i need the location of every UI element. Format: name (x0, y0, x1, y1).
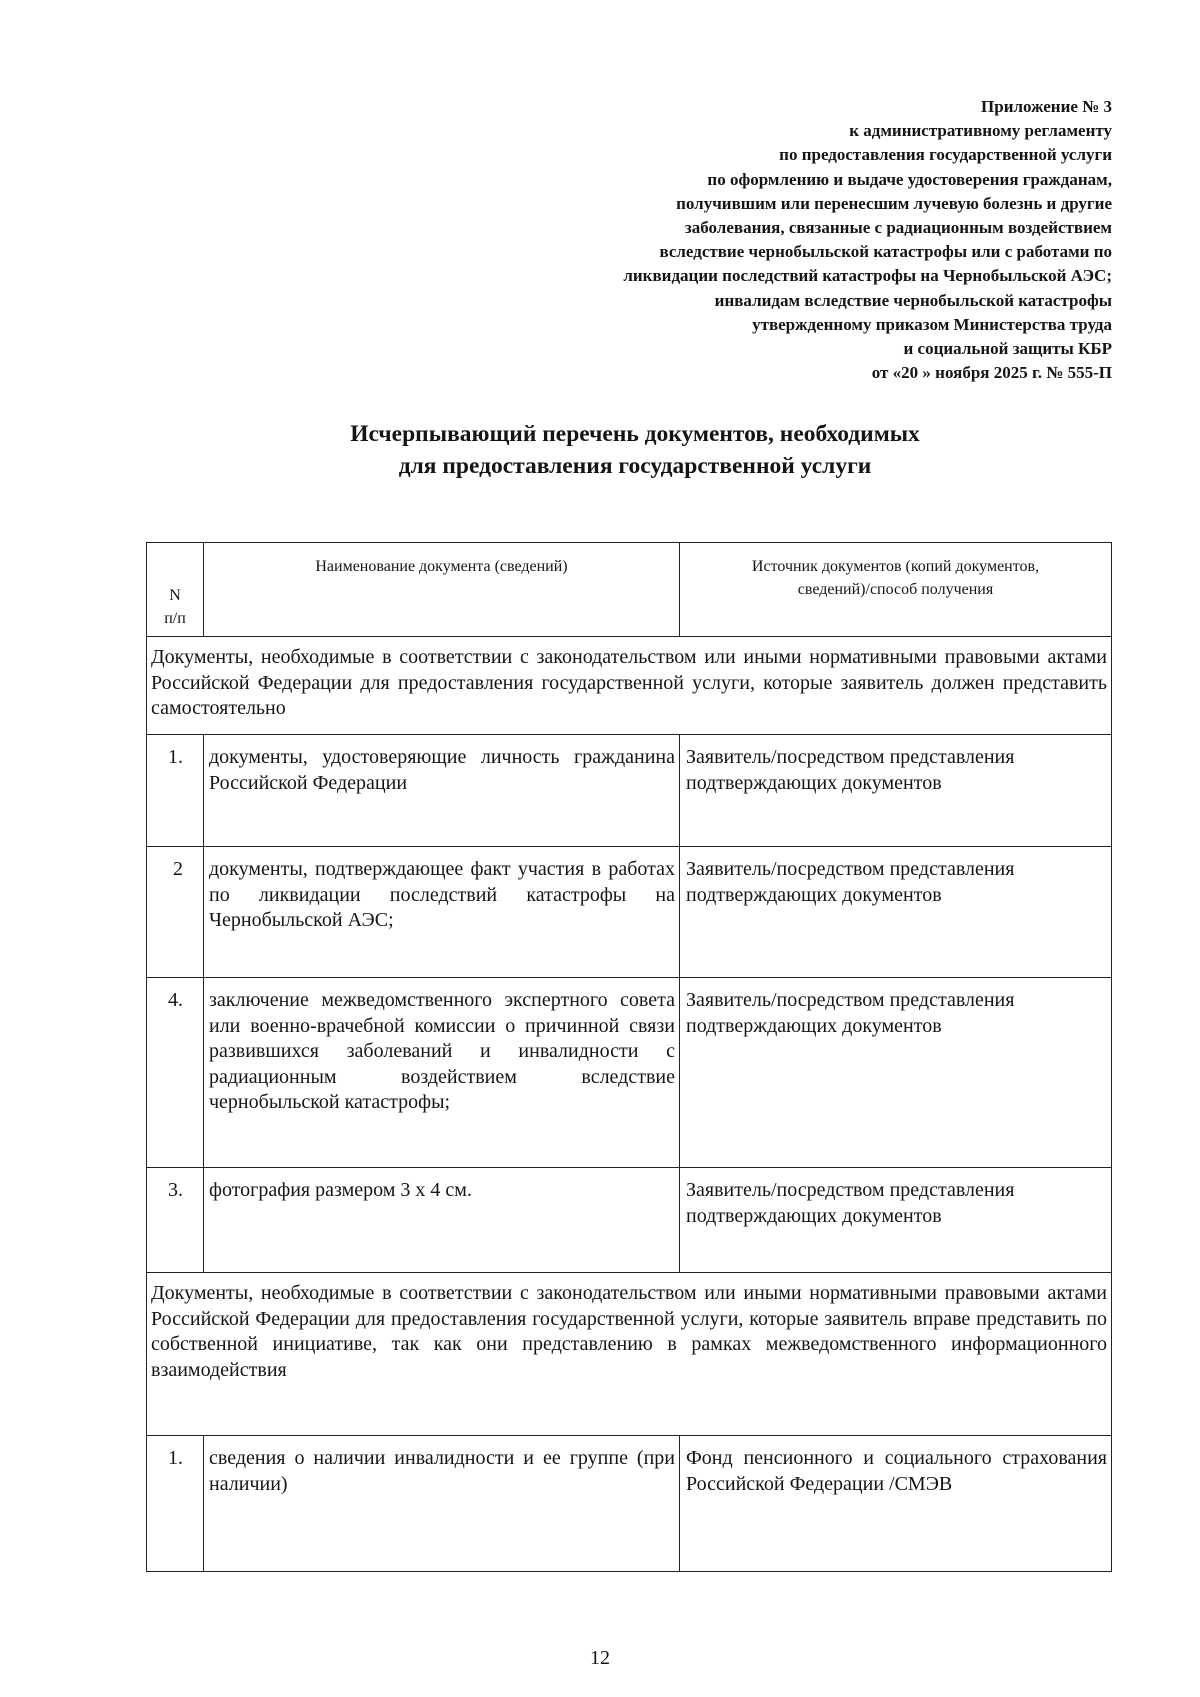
row-source: Заявитель/посредством представления подтверждающих документов (680, 978, 1112, 1168)
appendix-line: к административному регламенту (849, 121, 1112, 141)
row-document-name: фотография размером 3 х 4 см. (204, 1168, 680, 1273)
page-title (130, 418, 1140, 482)
appendix-header (492, 95, 1112, 385)
title-line: для предоставления государственной услуги (398, 453, 872, 479)
table-row (147, 847, 1112, 978)
row-source: Фонд пенсионного и социального страхования Российской Федерации /СМЭВ (680, 1436, 1112, 1572)
section-row (147, 637, 1112, 735)
appendix-line: по оформлению и выдаче удостоверения гражданам, (707, 169, 1112, 189)
appendix-line: и социальной защиты КБР (903, 339, 1112, 359)
row-source: Заявитель/посредством представления подтверждающих документов (680, 847, 1112, 978)
header-number-line: N (169, 587, 181, 604)
header-number (147, 543, 204, 637)
row-document-name: сведения о наличии инвалидности и ее группе (при наличии) (204, 1436, 680, 1572)
table-row (147, 978, 1112, 1168)
section-row (147, 1273, 1112, 1436)
table-row (147, 1168, 1112, 1273)
appendix-line: от «20 » ноября 2025 г. № 555-П (871, 363, 1112, 383)
appendix-line: по предоставления государственной услуги (779, 145, 1112, 165)
table-row (147, 735, 1112, 847)
header-number-line: п/п (164, 610, 186, 627)
appendix-line: Приложение № 3 (981, 97, 1112, 116)
row-source: Заявитель/посредством представления подтверждающих документов (680, 1168, 1112, 1273)
row-source: Заявитель/посредством представления подтверждающих документов (680, 735, 1112, 847)
table-row (147, 1436, 1112, 1572)
appendix-line: ликвидации последствий катастрофы на Чернобыльской АЭС; (623, 266, 1112, 286)
page-number: 12 (590, 1647, 610, 1669)
row-number: 2 (147, 847, 204, 978)
row-number: 4. (147, 978, 204, 1168)
row-number: 1. (147, 735, 204, 847)
appendix-line: получившим или перенесшим лучевую болезнь и другие (676, 193, 1112, 213)
header-document-name: Наименование документа (сведений) (204, 543, 680, 637)
appendix-line: инвалидам вследствие чернобыльской катастрофы (714, 290, 1112, 310)
documents-table (146, 542, 1112, 1572)
header-source (680, 543, 1112, 637)
header-source-line: Источник документов (копий документов, (751, 558, 1040, 575)
appendix-line: заболевания, связанные с радиационным воздействием (684, 218, 1112, 238)
row-document-name: заключение межведомственного экспертного совета или военно-врачебной комиссии о причинной связи развившихся заболеваний и инвалидности с радиационным воздействием вследствие чернобыльской катастрофы; (204, 978, 680, 1168)
appendix-line: утвержденному приказом Министерства труда (752, 314, 1112, 334)
header-source-line: сведений)/способ получения (797, 581, 994, 598)
table-header-row (147, 543, 1112, 637)
title-line: Исчерпывающий перечень документов, необходимых (350, 421, 920, 447)
section-heading: Документы, необходимые в соответствии с законодательством или иными нормативными правовыми актами Российской Федерации для предоставления государственной услуги, которые заявитель вправе представить по собственной инициативе, так как они представлению в рамках межведомственного информационного взаимодействия (147, 1273, 1112, 1436)
row-number: 3. (147, 1168, 204, 1273)
row-number: 1. (147, 1436, 204, 1572)
row-document-name: документы, подтверждающее факт участия в работах по ликвидации последствий катастрофы на Чернобыльской АЭС; (204, 847, 680, 978)
row-document-name: документы, удостоверяющие личность гражданина Российской Федерации (204, 735, 680, 847)
appendix-line: вследствие чернобыльской катастрофы или с работами по (659, 242, 1112, 262)
section-heading: Документы, необходимые в соответствии с законодательством или иными нормативными правовыми актами Российской Федерации для предоставления государственной услуги, которые заявитель должен представить самостоятельно (147, 637, 1112, 735)
